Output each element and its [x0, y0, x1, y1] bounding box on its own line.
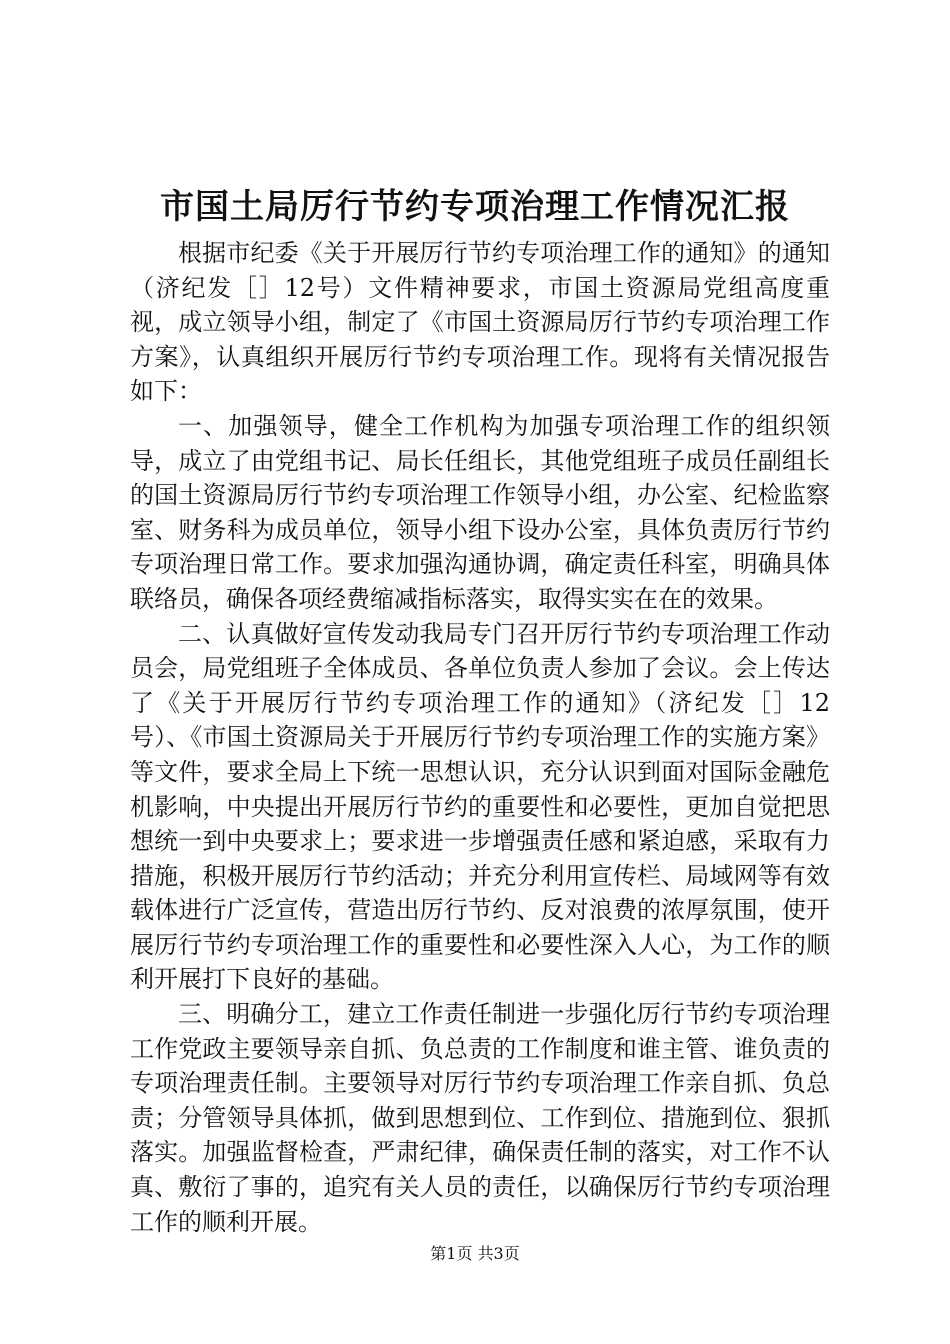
- page-number-footer: 第1页 共3页: [430, 1244, 520, 1263]
- paragraph-section-3: 三、明确分工，建立工作责任制进一步强化厉行节约专项治理工作党政主要领导亲自抓、负总责的工作制度和谁主管、谁负责的专项治理责任制。主要领导对厉行节约专项治理工作亲自抓、负总责；分管领导具体抓，做到思想到位、工作到位、措施到位、狠抓落实。加强监督检查，严肃纪律，确保责任制的落实，对工作不认真、敷衍了事的，追究有关人员的责任，以确保厉行节约专项治理工作的顺利开展。: [130, 1000, 830, 1236]
- document-title: 市国土局厉行节约专项治理工作情况汇报: [160, 187, 790, 227]
- paragraph-section-1: 一、加强领导，健全工作机构为加强专项治理工作的组织领导，成立了由党组书记、局长任组长，其他党组班子成员任副组长的国土资源局厉行节约专项治理工作领导小组，办公室、纪检监察室、财务科为成员单位，领导小组下设办公室，具体负责厉行节约专项治理日常工作。要求加强沟通协调，确定责任科室，明确具体联络员，确保各项经费缩减指标落实，取得实实在在的效果。: [130, 411, 830, 613]
- paragraph-section-2: 二、认真做好宣传发动我局专门召开厉行节约专项治理工作动员会，局党组班子全体成员、各单位负责人参加了会议。会上传达了《关于开展厉行节约专项治理工作的通知》（济纪发［］12号）、《市国土资源局关于开展厉行节约专项治理工作的实施方案》等文件，要求全局上下统一思想认识，充分认识到面对国际金融危机影响，中央提出开展厉行节约的重要性和必要性，更加自觉把思想统一到中央要求上；要求进一步增强责任感和紧迫感，采取有力措施，积极开展厉行节约活动；并充分利用宣传栏、局域网等有效载体进行广泛宣传，营造出厉行节约、反对浪费的浓厚氛围，使开展厉行节约专项治理工作的重要性和必要性深入人心，为工作的顺利开展打下良好的基础。: [130, 619, 830, 994]
- paragraph-intro: 根据市纪委《关于开展厉行节约专项治理工作的通知》的通知（济纪发［］12号）文件精神要求，市国土资源局党组高度重视，成立领导小组，制定了《市国土资源局厉行节约专项治理工作方案》，认真组织开展厉行节约专项治理工作。现将有关情况报告如下：: [130, 239, 830, 406]
- document-body: [130, 236, 830, 1239]
